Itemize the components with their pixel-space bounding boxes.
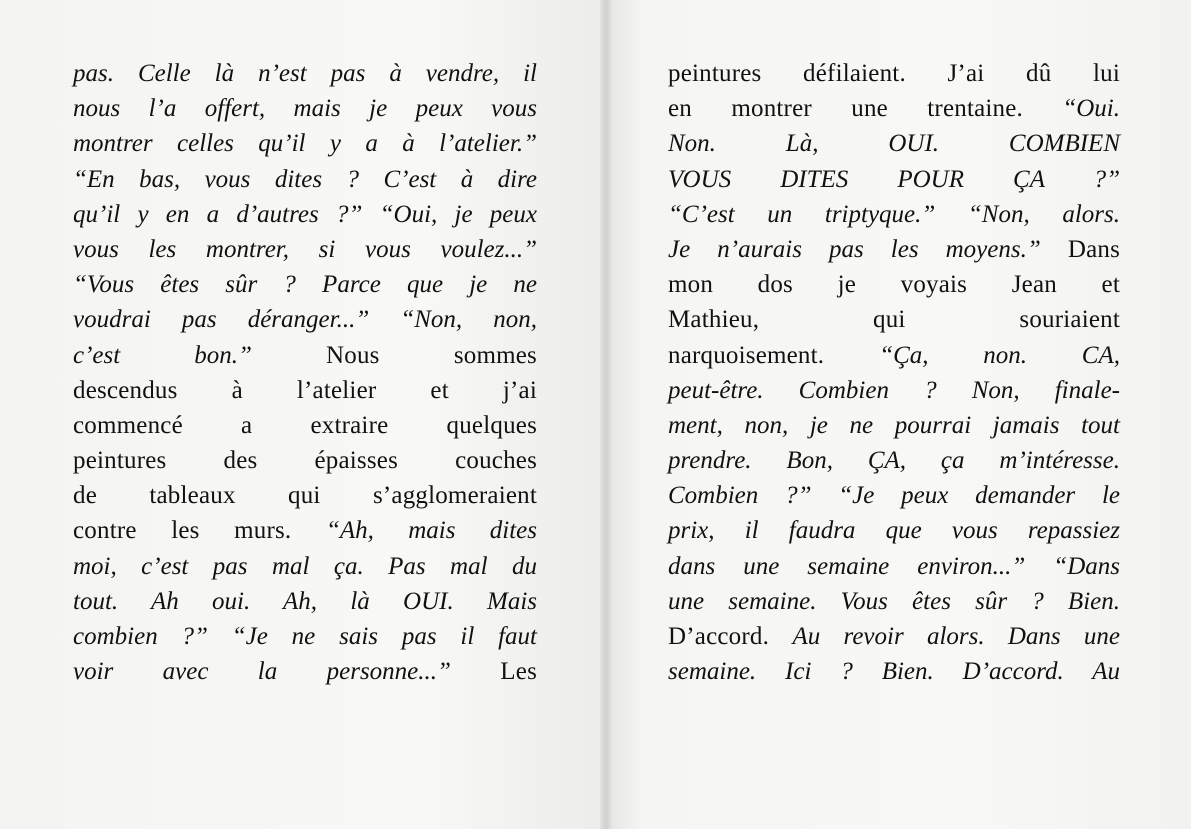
text-segment: tout. Ah oui. Ah, là OUI. Mais: [73, 587, 537, 615]
text-segment: voir avec la personne...”: [73, 658, 501, 686]
left-page-line: [73, 654, 537, 689]
right-page-line: [668, 373, 1120, 408]
text-segment: en montrer une trentaine.: [668, 95, 1063, 123]
text-segment: Dans: [1067, 235, 1120, 263]
text-segment: “Ah, mais dites: [325, 517, 538, 545]
left-page-line: [73, 126, 537, 161]
text-segment: nous l’a offert, mais je peux vous: [73, 95, 537, 123]
text-segment: une semaine. Vous êtes sûr ? Bien.: [668, 587, 1120, 615]
text-segment: pas. Celle là n’est pas à vendre, il: [73, 60, 537, 87]
right-page-line: [668, 654, 1120, 689]
right-page-line: [668, 302, 1120, 337]
right-page-line: [668, 91, 1120, 126]
right-page-line: [668, 478, 1120, 513]
text-segment: prix, il faudra que vous repassiez: [668, 517, 1120, 545]
left-page-line: [73, 91, 537, 126]
left-page-line: [73, 267, 537, 302]
text-segment: VOUS DITES POUR ÇA ?”: [668, 165, 1120, 193]
right-page-line: [668, 338, 1120, 373]
text-segment: vous les montrer, si vous voulez...”: [73, 235, 537, 263]
text-segment: moi, c’est pas mal ça. Pas mal du: [73, 552, 537, 580]
text-segment: descendus à l’atelier et j’ai: [73, 376, 537, 404]
text-segment: combien ?” “Je ne sais pas il faut: [73, 623, 537, 650]
text-segment: voudrai pas déranger...” “Non, non,: [73, 306, 537, 334]
left-page-line: [73, 443, 537, 478]
right-page-line: [668, 56, 1120, 91]
text-segment: commencé a extraire quelques: [73, 411, 537, 439]
text-segment: D’accord.: [668, 623, 793, 650]
left-page-text: [73, 56, 537, 689]
right-page-line: [668, 408, 1120, 443]
text-segment: Mathieu, qui souriaient: [668, 306, 1120, 334]
right-page-text: [668, 56, 1120, 689]
text-segment: peut-être. Combien ? Non, finale-: [668, 376, 1120, 404]
left-page-line: [73, 56, 537, 91]
text-segment: peintures des épaisses couches: [73, 447, 537, 475]
left-page-line: [73, 373, 537, 408]
right-page-line: [668, 162, 1120, 197]
text-segment: “Oui.: [1062, 95, 1120, 123]
text-segment: ment, non, je ne pourrai jamais tout: [668, 411, 1120, 439]
left-page-line: [73, 338, 537, 373]
text-segment: mon dos je voyais Jean et: [668, 271, 1120, 299]
right-page-line: [668, 126, 1120, 161]
text-segment: Je n’aurais pas les moyens.”: [668, 235, 1068, 263]
text-segment: “Ça, non. CA,: [879, 341, 1120, 369]
left-page-line: [73, 197, 537, 232]
left-page-line: [73, 619, 537, 654]
right-page-line: [668, 584, 1120, 619]
right-page-line: [668, 232, 1120, 267]
text-segment: qu’il y en a d’autres ?” “Oui, je peux: [73, 200, 537, 228]
text-segment: “En bas, vous dites ? C’est à dire: [73, 165, 537, 193]
text-segment: “C’est un triptyque.” “Non, alors.: [668, 200, 1120, 228]
text-segment: narquoisement.: [668, 341, 880, 369]
text-segment: Combien ?” “Je peux demander le: [668, 482, 1120, 510]
right-page-line: [668, 619, 1120, 654]
text-segment: Au revoir alors. Dans une: [792, 623, 1120, 650]
text-segment: Nous sommes: [325, 341, 537, 369]
left-page-line: [73, 408, 537, 443]
text-segment: semaine. Ici ? Bien. D’accord. Au: [668, 658, 1120, 686]
left-page-line: [73, 302, 537, 337]
text-segment: c’est bon.”: [73, 341, 326, 369]
text-segment: contre les murs.: [73, 517, 326, 545]
text-segment: montrer celles qu’il y a à l’atelier.”: [73, 130, 537, 158]
right-page-line: [668, 197, 1120, 232]
right-page-line: [668, 513, 1120, 548]
left-page-line: [73, 232, 537, 267]
left-page-line: [73, 513, 537, 548]
text-segment: Non. Là, OUI. COMBIEN: [668, 130, 1120, 158]
right-page-line: [668, 443, 1120, 478]
right-page-line: [668, 267, 1120, 302]
left-page-line: [73, 162, 537, 197]
text-segment: “Vous êtes sûr ? Parce que je ne: [73, 271, 537, 299]
text-segment: peintures défilaient. J’ai dû lui: [668, 60, 1120, 87]
book-gutter: [600, 0, 612, 829]
left-page-line: [73, 584, 537, 619]
text-segment: dans une semaine environ...” “Dans: [668, 552, 1120, 580]
text-segment: prendre. Bon, ÇA, ça m’intéresse.: [668, 447, 1120, 475]
left-page-line: [73, 478, 537, 513]
right-page-line: [668, 549, 1120, 584]
text-segment: Les: [500, 658, 537, 686]
text-segment: de tableaux qui s’agglomeraient: [73, 482, 537, 510]
left-page-line: [73, 549, 537, 584]
